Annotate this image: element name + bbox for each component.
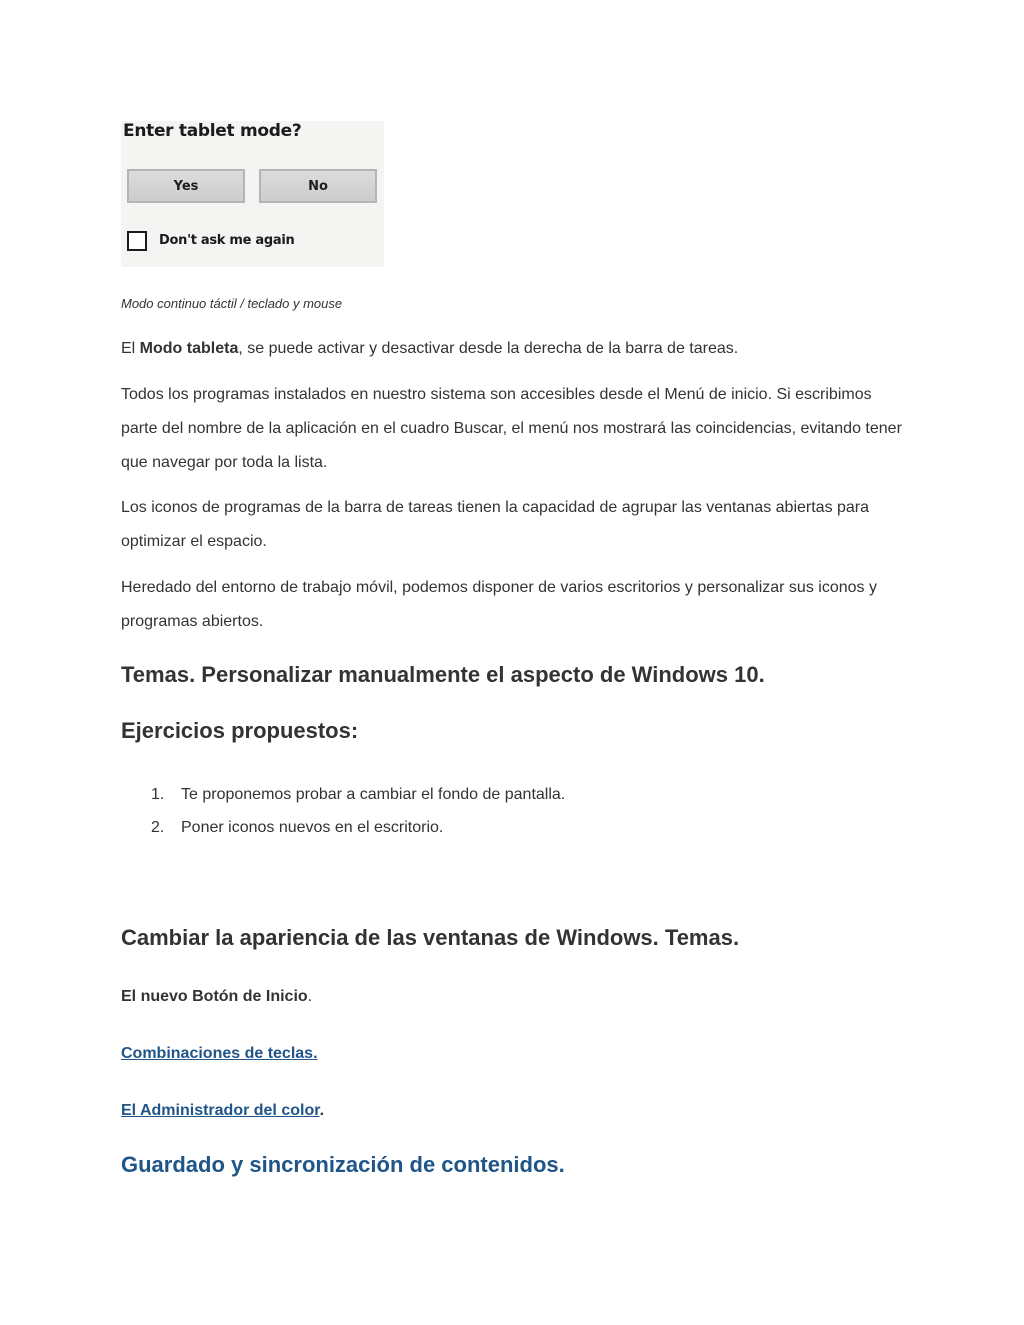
tablet-mode-dialog-image — [121, 121, 384, 267]
boton-inicio-text: El nuevo Botón de Inicio — [121, 988, 308, 1005]
exercises-list — [121, 783, 565, 849]
heading-guardado: Guardado y sincronización de contenidos. — [121, 1152, 565, 1177]
heading-cambiar-apariencia: Cambiar la apariencia de las ventanas de Windows. Temas. — [121, 925, 740, 950]
combinaciones-link[interactable]: Combinaciones de teclas. — [121, 1045, 318, 1062]
paragraph-iconos-barra: Los iconos de programas de la barra de tareas tienen la capacidad de agrupar las ventanas abiertas para optimizar el espacio. — [121, 499, 870, 550]
p1-rest: , se puede activar y desactivar desde la derecha de la barra de tareas. — [238, 340, 739, 357]
administrador-dot: . — [319, 1102, 325, 1119]
yes-button: Yes — [127, 169, 245, 203]
list-item — [121, 816, 565, 849]
p1-prefix: El — [121, 340, 140, 357]
paragraph-modo-tableta — [121, 332, 911, 366]
dont-ask-checkbox — [127, 231, 147, 251]
paragraph-menu-inicio: Todos los programas instalados en nuestro sistema son accesibles desde el Menú de inicio. Si escribimos parte del nombre de la aplicación en el cuadro Buscar, el menú nos mostrará las coincidencias, evitando tener que navegar por toda la lista. — [121, 386, 902, 471]
administrador-color-link[interactable]: El Administrador del color — [121, 1102, 320, 1119]
list-number: 1. — [151, 786, 165, 803]
dialog-title: Enter tablet mode? — [123, 121, 302, 141]
subsection-combinaciones — [121, 1045, 318, 1063]
image-caption: Modo continuo táctil / teclado y mouse — [121, 296, 343, 311]
heading-temas: Temas. Personalizar manualmente el aspecto de Windows 10. — [121, 662, 765, 687]
modo-tableta-bold: Modo tableta — [139, 340, 239, 357]
list-item — [121, 783, 565, 816]
list-text: Te proponemos probar a cambiar el fondo de pantalla. — [181, 786, 566, 803]
subsection-administrador — [121, 1102, 324, 1120]
subsection-boton-inicio — [121, 988, 312, 1006]
list-text: Poner iconos nuevos en el escritorio. — [181, 819, 444, 836]
list-number: 2. — [151, 819, 165, 836]
no-button: No — [259, 169, 377, 203]
dont-ask-label: Don't ask me again — [159, 233, 295, 248]
boton-inicio-dot: . — [307, 988, 313, 1005]
heading-ejercicios: Ejercicios propuestos: — [121, 718, 359, 743]
paragraph-escritorios: Heredado del entorno de trabajo móvil, podemos disponer de varios escritorios y personalizar sus iconos y programas abiertos. — [121, 579, 877, 630]
